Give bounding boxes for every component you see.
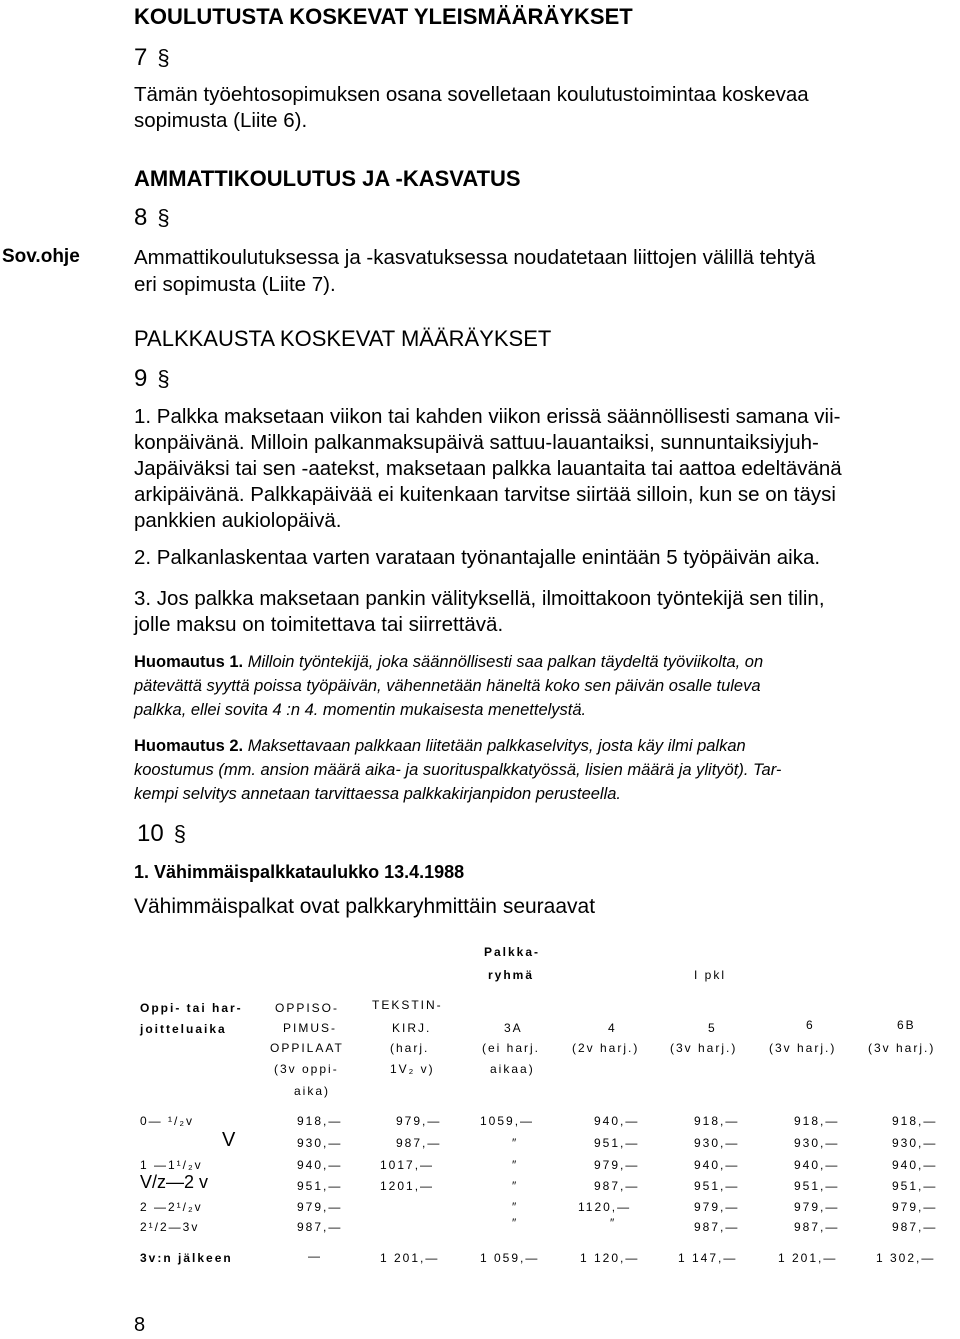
col-header-apprentice-1: OPPISO- bbox=[275, 1001, 340, 1015]
section-sign-icon: § bbox=[157, 366, 170, 391]
last-row-5: 1 147,— bbox=[678, 1251, 738, 1265]
group-header-line-1: Palkka- bbox=[484, 945, 541, 959]
heading-general: KOULUTUSTA KOSKEVAT YLEISMÄÄRÄYKSET bbox=[134, 4, 633, 29]
col-header-textile-3: (harj. bbox=[390, 1041, 430, 1055]
paragraph-9-1-line-4: arkipäivänä. Palkkapäivää ei kuitenkaan tarvitse siirtää silloin, kun se on täysi bbox=[134, 483, 836, 506]
col-header-3a-3: aikaa) bbox=[490, 1062, 535, 1076]
paragraph-9-2: 2. Palkanlaskentaa varten varataan työnantajalle enintään 5 työpäivän aika. bbox=[134, 546, 821, 569]
section-7 bbox=[134, 44, 170, 72]
last-row-textile: 1 201,— bbox=[380, 1251, 440, 1265]
paragraph-7-line-1: Tämän työehtosopimuksen osana sovelletaan koulutustoimintaa koskevaa bbox=[134, 83, 809, 106]
last-row-4: 1 120,— bbox=[580, 1251, 640, 1265]
row-6-3a: ″ bbox=[512, 1216, 519, 1230]
section-sign-icon: § bbox=[157, 45, 170, 70]
row-1-4: 940,— bbox=[594, 1114, 640, 1128]
paragraph-8-line-2: eri sopimusta (Liite 7). bbox=[134, 273, 336, 296]
row-6-6: 987,— bbox=[794, 1220, 840, 1234]
row-4-time: V/z—2 v bbox=[140, 1172, 209, 1192]
heading-vocational: AMMATTIKOULUTUS JA -KASVATUS bbox=[134, 166, 521, 191]
row-2-3a: ″ bbox=[512, 1136, 519, 1150]
row-4-textile: 1201,— bbox=[380, 1179, 435, 1193]
group-header-line-2: ryhmä bbox=[488, 968, 535, 982]
col-header-5-2: (3v harj.) bbox=[670, 1041, 738, 1055]
heading-pay: PALKKAUSTA KOSKEVAT MÄÄRÄYKSET bbox=[134, 326, 552, 351]
paragraph-8-line-1: Ammattikoulutuksessa ja -kasvatuksessa noudatetaan liittojen välillä tehtyä bbox=[134, 246, 816, 269]
col-header-6b-1: 6B bbox=[897, 1018, 916, 1032]
row-3-3a: ″ bbox=[512, 1158, 519, 1172]
note-2-line-3: kempi selvitys annetaan tarvittaessa palkkakirjanpidon perusteella. bbox=[134, 785, 622, 803]
col-header-textile-4: 1V₂ v) bbox=[390, 1062, 435, 1076]
group-header-ipkl: I pkl bbox=[694, 968, 727, 982]
row-3-6b: 940,— bbox=[892, 1158, 938, 1172]
row-6-6b: 987,— bbox=[892, 1220, 938, 1234]
paragraph-9-1-line-1: 1. Palkka maksetaan viikon tai kahden viikon erissä säännöllisesti samana vii- bbox=[134, 405, 841, 428]
col-header-4-2: (2v harj.) bbox=[572, 1041, 640, 1055]
col-header-apprentice-4: (3v oppi- bbox=[274, 1062, 339, 1076]
row-3-time: 1 —1¹/₂v bbox=[140, 1158, 203, 1172]
last-row-time: 3v:n jälkeen bbox=[140, 1251, 233, 1265]
row-1-time: 0— ¹/₂v bbox=[140, 1114, 194, 1128]
note-1-line-1: Huomautus 1. Milloin työntekijä, joka säännöllisesti saa palkan täydeltä työviikolta, on bbox=[134, 653, 764, 671]
col-header-time-line-1: Oppi- tai har- bbox=[140, 1001, 243, 1015]
paragraph-9-3-line-1: 3. Jos palkka maksetaan pankin välityksellä, ilmoittakoon työntekijä sen tilin, bbox=[134, 587, 825, 610]
last-row-apprentice: — bbox=[308, 1249, 322, 1263]
paragraph-9-1-line-3: Japäiväksi tai sen -aatekst, maksetaan palkka lauantaita tai aattoa edeltävänä bbox=[134, 457, 842, 480]
last-row-6b: 1 302,— bbox=[876, 1251, 936, 1265]
row-6-5: 987,— bbox=[694, 1220, 740, 1234]
row-6-time: 2¹/2—3v bbox=[140, 1220, 200, 1234]
row-4-apprentice: 951,— bbox=[297, 1179, 343, 1193]
col-header-apprentice-5: aika) bbox=[294, 1084, 331, 1098]
row-4-3a: ″ bbox=[512, 1179, 519, 1193]
col-header-apprentice-2: PIMUS- bbox=[283, 1021, 337, 1035]
margin-note: Sov.ohje bbox=[2, 246, 80, 267]
row-2-apprentice: 930,— bbox=[297, 1136, 343, 1150]
col-header-3a-1: 3A bbox=[504, 1021, 523, 1035]
col-header-textile-2: KIRJ. bbox=[392, 1021, 432, 1035]
row-2-6: 930,— bbox=[794, 1136, 840, 1150]
paragraph-9-1-line-2: konpäivänä. Milloin palkanmaksupäivä sattuu-lauantaiksi, sunnuntaiksiyjuh- bbox=[134, 431, 819, 454]
col-header-4-1: 4 bbox=[608, 1021, 617, 1035]
row-5-5: 979,— bbox=[694, 1200, 740, 1214]
note-1-line-2: pätevättä syyttä poissa työpäivän, vähennetään häneltä koko sen päivän osalle tuleva bbox=[134, 677, 761, 695]
row-1-6b: 918,— bbox=[892, 1114, 938, 1128]
row-1-textile: 979,— bbox=[396, 1114, 442, 1128]
note-1-line-3: palkka, ellei sovita 4 :n 4. momentin mukaisesta menettelystä. bbox=[134, 701, 587, 719]
row-6-4: ″ bbox=[610, 1216, 617, 1230]
section-number: 7 bbox=[134, 44, 148, 71]
section-number: 8 bbox=[134, 204, 148, 231]
row-3-textile: 1017,— bbox=[380, 1158, 435, 1172]
section-sign-icon: § bbox=[157, 205, 170, 230]
col-header-textile-1: TEKSTIN- bbox=[372, 998, 443, 1012]
row-1-apprentice: 918,— bbox=[297, 1114, 343, 1128]
table-intro: Vähimmäispalkat ovat palkkaryhmittäin seuraavat bbox=[134, 895, 596, 918]
row-1-3a: 1059,— bbox=[480, 1114, 535, 1128]
row-4-4: 987,— bbox=[594, 1179, 640, 1193]
row-5-6: 979,— bbox=[794, 1200, 840, 1214]
row-2-textile: 987,— bbox=[396, 1136, 442, 1150]
note-label: Huomautus 1. bbox=[134, 653, 244, 671]
row-3-apprentice: 940,— bbox=[297, 1158, 343, 1172]
section-number: 9 bbox=[134, 365, 148, 392]
row-6-apprentice: 987,— bbox=[297, 1220, 343, 1234]
note-2-line-2: koostumus (mm. ansion määrä aika- ja suorituspalkkatyössä, lisien määrä ja ylityöt). Tar- bbox=[134, 761, 782, 779]
row-2-6b: 930,— bbox=[892, 1136, 938, 1150]
col-header-6b-2: (3v harj.) bbox=[868, 1041, 936, 1055]
last-row-6: 1 201,— bbox=[778, 1251, 838, 1265]
note-2-line-1: Huomautus 2. Maksettavaan palkkaan liitetään palkkaselvitys, josta käy ilmi palkan bbox=[134, 737, 746, 755]
paragraph-9-1-line-5: pankkien aukiolopäivä. bbox=[134, 509, 342, 532]
page-number: 8 bbox=[134, 1314, 146, 1336]
section-9 bbox=[134, 365, 170, 393]
row-2-4: 951,— bbox=[594, 1136, 640, 1150]
col-header-5-1: 5 bbox=[708, 1021, 717, 1035]
col-header-apprentice-3: OPPILAAT bbox=[270, 1041, 344, 1055]
row-1-5: 918,— bbox=[694, 1114, 740, 1128]
row-4-6: 951,— bbox=[794, 1179, 840, 1193]
section-8 bbox=[134, 204, 170, 232]
col-header-6-1: 6 bbox=[806, 1018, 815, 1032]
row-5-4: 1120,— bbox=[578, 1200, 632, 1214]
note-label: Huomautus 2. bbox=[134, 737, 244, 755]
section-10 bbox=[137, 820, 184, 848]
row-3-6: 940,— bbox=[794, 1158, 840, 1172]
row-5-apprentice: 979,— bbox=[297, 1200, 343, 1214]
paragraph-7-line-2: sopimusta (Liite 6). bbox=[134, 109, 308, 132]
row-4-6b: 951,— bbox=[892, 1179, 938, 1193]
col-header-time-line-2: joitteluaika bbox=[140, 1022, 227, 1036]
row-5-6b: 979,— bbox=[892, 1200, 938, 1214]
table-title: 1. Vähimmäispalkkataulukko 13.4.1988 bbox=[134, 862, 465, 882]
last-row-3a: 1 059,— bbox=[480, 1251, 540, 1265]
col-header-6-2: (3v harj.) bbox=[769, 1041, 837, 1055]
col-header-3a-2: (ei harj. bbox=[482, 1041, 541, 1055]
row-3-4: 979,— bbox=[594, 1158, 640, 1172]
row-2-time: V bbox=[222, 1129, 236, 1151]
row-5-3a: ″ bbox=[512, 1200, 519, 1214]
paragraph-9-3-line-2: jolle maksu on toimitettava tai siirrettävä. bbox=[134, 613, 504, 636]
row-3-5: 940,— bbox=[694, 1158, 740, 1172]
row-2-5: 930,— bbox=[694, 1136, 740, 1150]
row-4-5: 951,— bbox=[694, 1179, 740, 1193]
row-5-time: 2 —2¹/₂v bbox=[140, 1200, 203, 1214]
row-1-6: 918,— bbox=[794, 1114, 840, 1128]
section-number: 10 bbox=[137, 820, 164, 847]
section-sign-icon: § bbox=[173, 821, 186, 846]
